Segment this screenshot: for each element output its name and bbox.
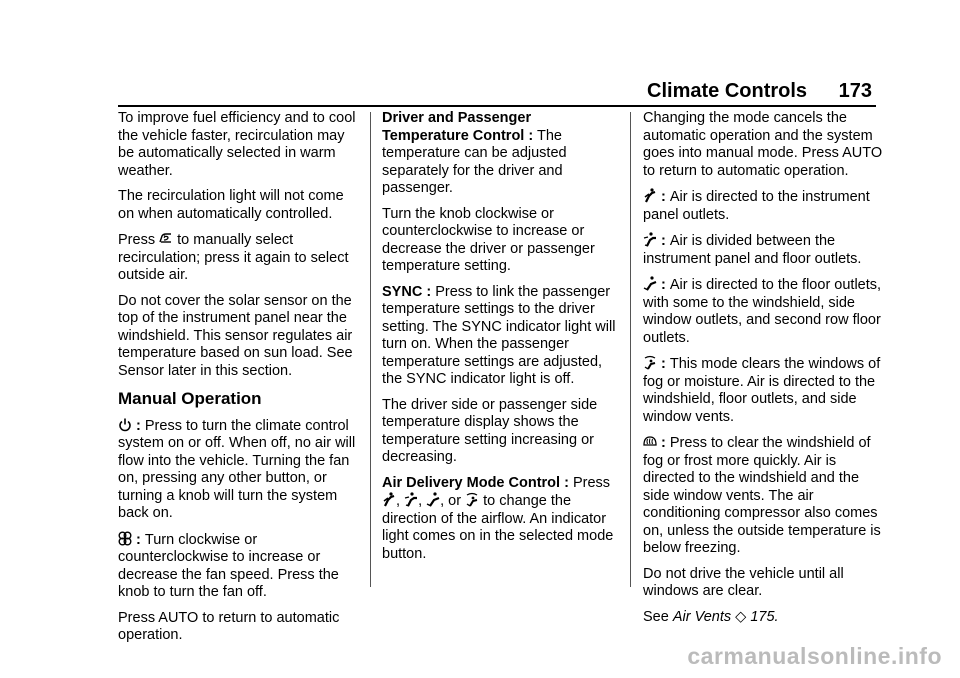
paragraph-solar-sensor: Do not cover the solar sensor on the top of the instrument panel near the windshield. This sensor regulates air temperature based on sun load. See Sensor later in this section. [118,292,353,379]
recirculation-icon [159,231,173,246]
column-divider [630,112,631,587]
vent-mode-icon [643,188,657,203]
power-icon [118,417,132,432]
paragraph-recirc-light: The recirculation light will not come on when automatically controlled. [118,188,344,222]
page-header [647,80,872,103]
floor-mode-icon [426,492,440,507]
paragraph-fuel-efficiency: To improve fuel efficiency and to cool the vehicle faster, recirculation may be automatically selected in warm weather. [118,110,356,179]
paragraph-drive-warning: Do not drive the vehicle until all windows are clear. [643,565,844,599]
paragraph-bilevel: : Air is divided between the instrument panel and floor outlets. [643,233,862,267]
defog-mode-icon [643,355,657,370]
bilevel-mode-icon [404,492,418,507]
paragraph-knob: Turn the knob clockwise or counterclockwise to increase or decrease the driver or passenger temperature setting. [382,205,595,274]
paragraph-sync: SYNC : Press to link the passenger temperature settings to the driver setting. The SYNC indicator light will turn on. When the passenger temperature settings are adjusted, the SYNC indicator light is off. [382,283,616,387]
paragraph-air-delivery: Air Delivery Mode Control : Press , , , or to change the direction of the airflow. An indicator light comes on in the selected mode button. [382,474,614,562]
paragraph-mode-cancel: Changing the mode cancels the automatic operation and the system goes into manual mode. Press AUTO to return to automatic operation. [643,110,883,179]
page-number: 173 [838,80,872,102]
paragraph-temp-control: Driver and Passenger Temperature Control : The temperature can be adjusted separately for the driver and passenger. [382,110,567,196]
watermark: carmanualsonline.info [687,643,942,669]
bilevel-mode-icon [643,232,657,247]
link-sensor[interactable]: Sensor [118,362,164,379]
header-divider [118,105,876,107]
paragraph-see-air-vents: See Air Vents ◇ 175. [643,608,779,625]
fan-icon [118,531,132,546]
paragraph-temp-display: The driver side or passenger side temperature display shows the temperature setting increasing or decreasing. [382,396,598,465]
paragraph-auto: Press AUTO to return to automatic operation. [118,609,340,643]
column-left [118,110,358,653]
paragraph-defog: : This mode clears the windows of fog or moisture. Air is directed to the windshield, floor outlets, and side window vents. [643,356,881,425]
defog-mode-icon [465,492,479,507]
link-air-vents[interactable]: Air Vents [672,608,732,625]
paragraph-vent: : Air is directed to the instrument panel outlets. [643,189,870,223]
column-right [643,110,883,634]
section-title: Climate Controls [647,80,808,102]
paragraph-fan: : Turn clockwise or counterclockwise to increase or decrease the fan speed. Press the knob to turn the fan off. [118,531,339,600]
page-ref[interactable]: 175. [750,608,779,625]
paragraph-floor: : Air is directed to the floor outlets, with some to the windshield, side window outlets, and second row floor outlets. [643,277,882,346]
column-middle [382,110,620,571]
heading-manual-operation: Manual Operation [118,389,262,408]
column-divider [370,112,371,587]
paragraph-power: : Press to turn the climate control system on or off. When off, no air will flow into the vehicle. Turning the fan on, pressing any other button, or turning a knob will turn the system back on. [118,417,356,521]
page-ref-icon: ◇ [735,608,747,625]
vent-mode-icon [382,492,396,507]
paragraph-recirc-press: Press to manually select recirculation; press it again to select outside air. [118,232,349,283]
defrost-icon [643,434,657,449]
floor-mode-icon [643,276,657,291]
paragraph-defrost: : Press to clear the windshield of fog or frost more quickly. Air is directed to the windshield and the side window vents. The air conditioning compressor also comes on, unless the outside temperature is below freezing. [643,435,881,556]
